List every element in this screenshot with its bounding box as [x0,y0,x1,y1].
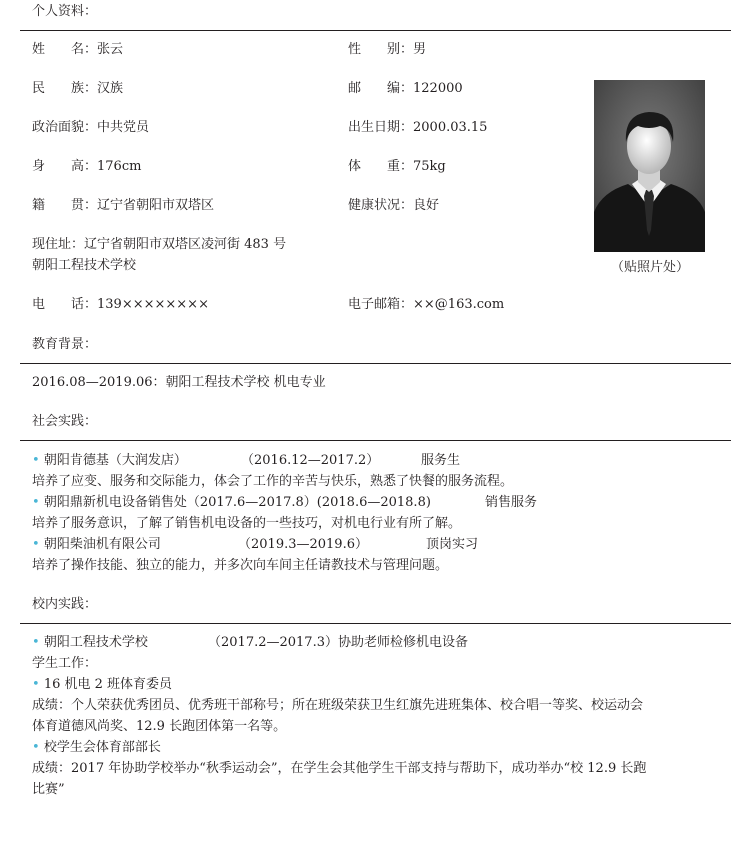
health-field [348,197,439,215]
name-label: 姓 名： [32,42,98,57]
health-label: 健康状况： [348,198,414,213]
section-title-education: 教育背景： [32,337,98,352]
phone-field [32,296,209,314]
bullet: • [32,453,40,468]
campus-desc-line: 比赛” [32,782,65,797]
gender-field [348,41,426,59]
weight-label: 体 重： [348,159,414,174]
section-title-personal: 个人资料： [32,4,98,19]
height-field [32,158,141,176]
campus-item-header [32,676,172,694]
social-desc: 培养了操作技能、独立的能力，并多次向车间主任请教技术与管理问题。 [32,558,449,573]
email-label: 电子邮箱： [348,297,414,312]
birth-value: 2000.03.15 [413,120,488,135]
social-item-header [32,494,431,512]
origin-field [32,197,214,215]
social-desc: 培养了服务意识，了解了销售机电设备的一些技巧，对机电行业有所了解。 [32,516,462,531]
social-org: 朝阳柴油机有限公司 [43,537,161,552]
email-value: ××@163.com [413,297,505,312]
section-divider [20,623,731,624]
bullet: • [32,537,40,552]
origin-label: 籍 贯： [32,198,98,213]
bullet: • [32,677,40,692]
social-org: 朝阳鼎新机电设备销售处（2017.6—2017.8）(2018.6—2018.8) [43,495,431,510]
name-field [32,41,123,59]
social-role: 顶岗实习 [426,537,479,552]
health-value: 良好 [413,198,440,213]
social-desc: 培养了应变、服务和交际能力，体会了工作的辛苦与快乐，熟悉了快餐的服务流程。 [32,474,514,489]
person-silhouette-icon [594,80,705,252]
campus-desc-line: 成绩：2017 年协助学校举办“秋季运动会”，在学生会其他学生干部支持与帮助下，成功举办“校 12.9 长跑 [32,761,647,776]
campus-item-header [32,739,161,757]
address-line-1: 现住址：辽宁省朝阳市双塔区凌河街 483 号 [32,237,287,252]
birth-field [348,119,487,137]
photo-caption: （贴照片处） [610,260,689,275]
phone-value: 139×××××××× [97,297,209,312]
name-value: 张云 [97,42,124,57]
student-work-label: 学生工作： [32,656,98,671]
ethnicity-value: 汉族 [97,81,124,96]
section-divider [20,30,731,31]
social-period: （2016.12—2017.2） [241,453,380,468]
politics-label: 政治面貌： [32,120,98,135]
weight-value: 75kg [413,159,446,174]
postcode-field [348,80,463,98]
social-period: （2019.3—2019.6） [238,537,368,552]
campus-detail: （2017.2—2017.3）协助老师检修机电设备 [208,635,468,650]
gender-value: 男 [413,42,427,57]
social-role: 服务生 [421,453,461,468]
address-line-2: 朝阳工程技术学校 [32,258,137,273]
campus-desc-line: 成绩：个人荣获优秀团员、优秀班干部称号；所在班级荣获卫生红旗先进班集体、校合唱一等奖、校运动会 [32,698,644,713]
height-value: 176cm [97,159,142,174]
weight-field [348,158,446,176]
social-item-header [32,452,187,470]
campus-role: 校学生会体育部部长 [43,740,161,755]
social-item-header [32,536,161,554]
section-title-campus: 校内实践： [32,597,98,612]
ethnicity-field [32,80,123,98]
section-divider [20,440,731,441]
politics-field [32,119,149,137]
bullet: • [32,635,40,650]
ethnicity-label: 民 族： [32,81,98,96]
phone-label: 电 话： [32,297,98,312]
birth-label: 出生日期： [348,120,414,135]
gender-label: 性 别： [348,42,414,57]
bullet: • [32,740,40,755]
education-entry: 2016.08—2019.06：朝阳工程技术学校 机电专业 [32,375,326,390]
campus-role: 16 机电 2 班体育委员 [43,677,173,692]
bullet: • [32,495,40,510]
campus-org: 朝阳工程技术学校 [43,635,148,650]
origin-value: 辽宁省朝阳市双塔区 [97,198,215,213]
postcode-label: 邮 编： [348,81,414,96]
photo-placeholder [594,80,705,252]
postcode-value: 122000 [413,81,463,96]
section-divider [20,363,731,364]
politics-value: 中共党员 [97,120,150,135]
email-field [348,296,504,314]
height-label: 身 高： [32,159,98,174]
campus-desc-line: 体育道德风尚奖、12.9 长跑团体第一名等。 [32,719,287,734]
social-org: 朝阳肯德基（大润发店） [43,453,187,468]
social-role: 销售服务 [485,495,538,510]
campus-item-header [32,634,148,652]
section-title-social: 社会实践： [32,414,98,429]
